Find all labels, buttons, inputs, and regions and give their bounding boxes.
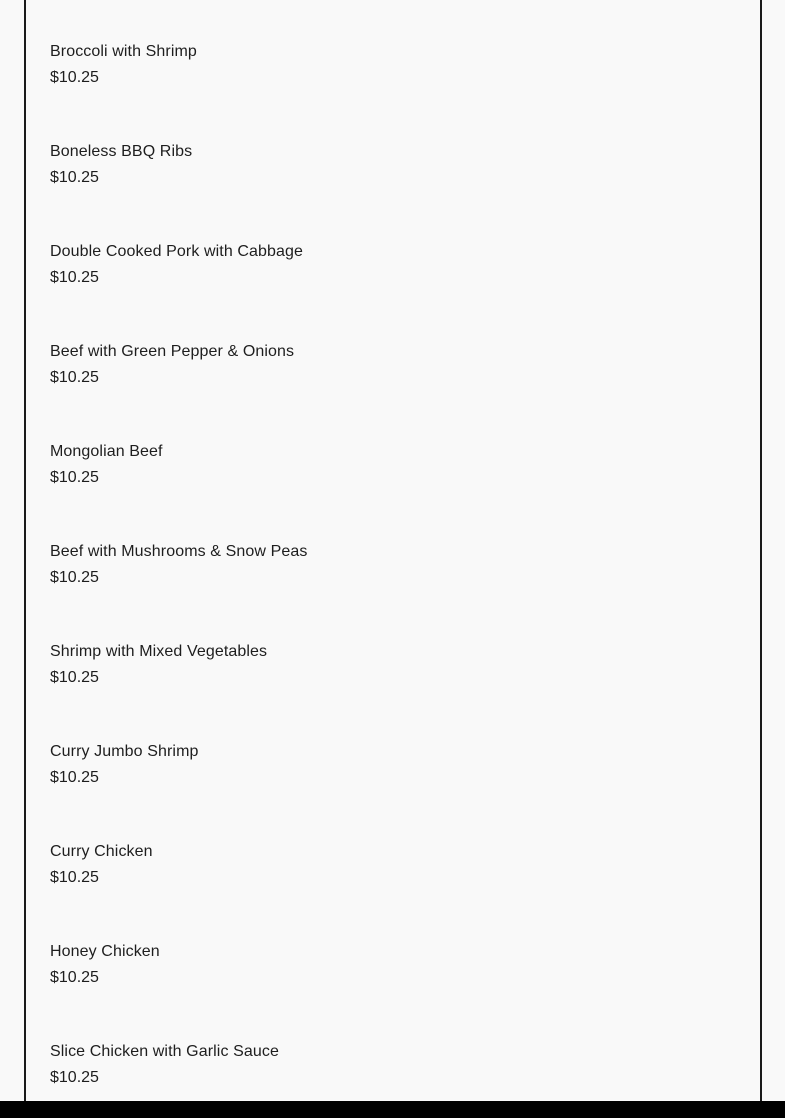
menu-list (50, 41, 307, 1118)
menu-item-name: Shrimp with Mixed Vegetables (50, 643, 268, 660)
menu-item-name: Mongolian Beef (50, 443, 163, 460)
menu-item-price: $10.25 (50, 69, 99, 86)
menu-item-price: $10.25 (50, 269, 99, 286)
menu-item-price: $10.25 (50, 569, 99, 586)
menu-item-name: Slice Chicken with Garlic Sauce (50, 1043, 279, 1060)
menu-item (50, 341, 307, 441)
menu-item-price: $10.25 (50, 769, 99, 786)
menu-item-name: Curry Jumbo Shrimp (50, 743, 199, 760)
menu-item (50, 941, 307, 1041)
menu-panel (24, 0, 762, 1101)
menu-item-name: Double Cooked Pork with Cabbage (50, 243, 304, 260)
menu-item (50, 841, 307, 941)
menu-item-name: Curry Chicken (50, 843, 153, 860)
menu-item-price: $10.25 (50, 1069, 99, 1086)
menu-item (50, 741, 307, 841)
menu-item-price: $10.25 (50, 869, 99, 886)
menu-item (50, 41, 307, 141)
menu-item-price: $10.25 (50, 369, 99, 386)
bottom-bar (0, 1101, 785, 1118)
menu-item-name: Broccoli with Shrimp (50, 43, 197, 60)
menu-item-price: $10.25 (50, 669, 99, 686)
menu-item (50, 141, 307, 241)
menu-item (50, 641, 307, 741)
menu-item (50, 241, 307, 341)
menu-item-price: $10.25 (50, 969, 99, 986)
menu-item (50, 541, 307, 641)
menu-item-name: Honey Chicken (50, 943, 160, 960)
menu-item-price: $10.25 (50, 169, 99, 186)
menu-item-name: Beef with Mushrooms & Snow Peas (50, 543, 308, 560)
menu-item-name: Boneless BBQ Ribs (50, 143, 193, 160)
menu-item (50, 441, 307, 541)
menu-item-price: $10.25 (50, 469, 99, 486)
menu-item-name: Beef with Green Pepper & Onions (50, 343, 295, 360)
